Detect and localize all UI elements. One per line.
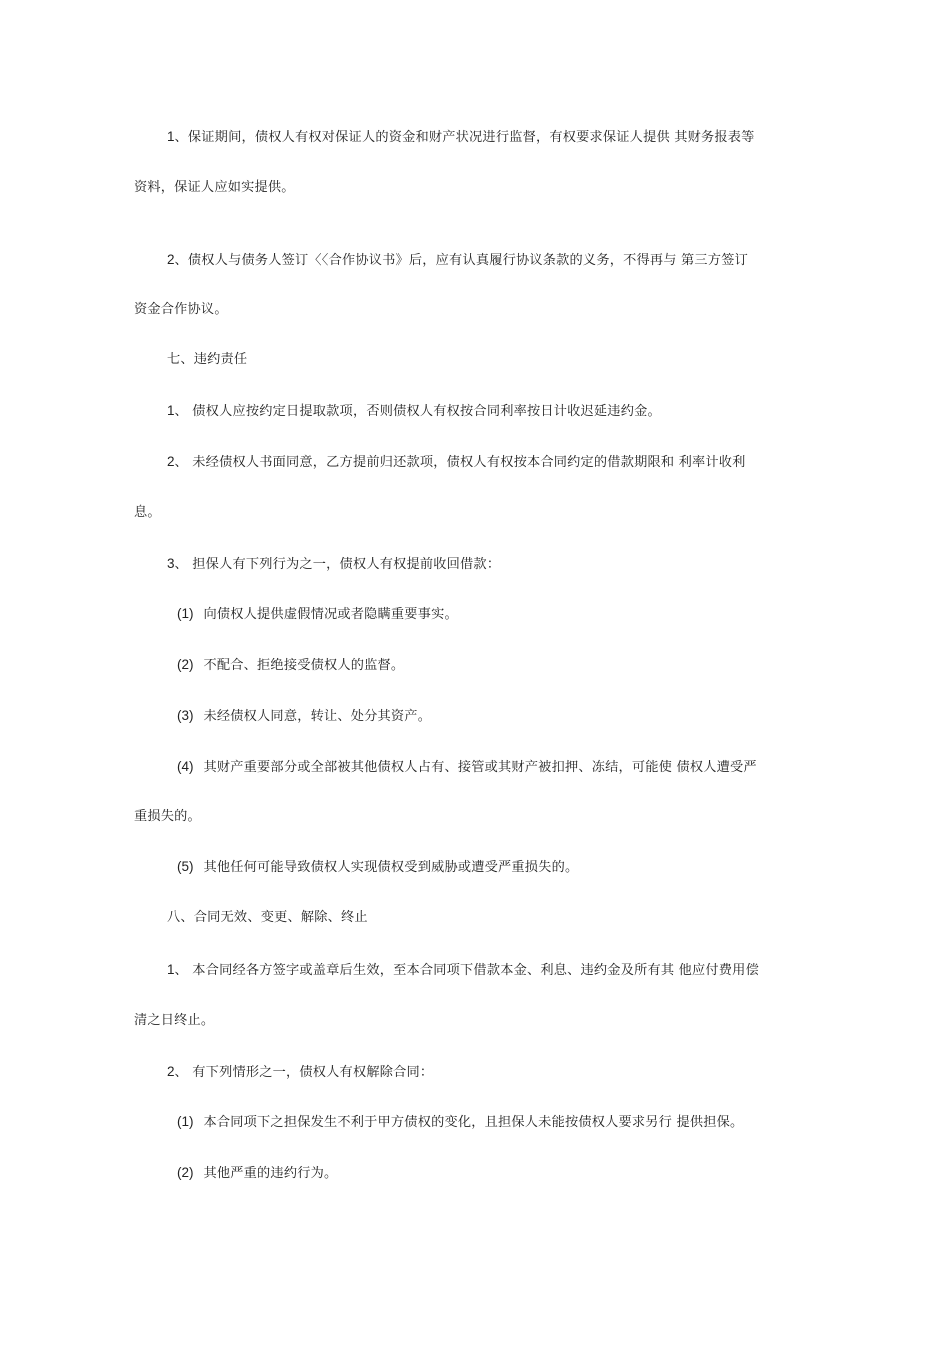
section-7-item-1	[167, 402, 661, 421]
section-7-sub-1	[177, 605, 458, 624]
section-7-sub-2-number: (2)	[177, 657, 194, 672]
section-8-sub-2-number: (2)	[177, 1165, 194, 1180]
section-7-sub-4-line-2: 重损失的。	[134, 809, 201, 824]
section-7-sub-3	[177, 707, 431, 726]
section-7-sub-3-number: (3)	[177, 708, 194, 723]
section-8-sub-1-text: 本合同项下之担保发生不利于甲方债权的变化，且担保人未能按债权人要求另行 提供担保。	[203, 1115, 744, 1130]
section-7-sub-4-line-1	[177, 758, 757, 777]
section-7-item-1-text: 、 债权人应按约定日提取款项，否则债权人有权按合同利率按日计收迟延违约金。	[174, 404, 661, 419]
section-7-sub-1-text: 向债权人提供虚假情况或者隐瞒重要事实。	[203, 607, 458, 622]
section-7-sub-2-text: 不配合、拒绝接受债权人的监督。	[203, 658, 405, 673]
section-8-heading: 八、合同无效、变更、解除、终止	[167, 910, 368, 925]
section-8-item-2-text: 、 有下列情形之一，债权人有权解除合同：	[174, 1065, 434, 1080]
section-7-item-3-number: 3	[167, 556, 175, 571]
section-8-item-1-line-2: 清之日终止。	[134, 1013, 215, 1028]
paragraph-2-line-2: 资金合作协议。	[134, 302, 228, 317]
paragraph-1-number: 1	[167, 129, 175, 144]
paragraph-1-text: 、保证期间，债权人有权对保证人的资金和财产状况进行监督，有权要求保证人提供 其财务报表等	[174, 130, 755, 145]
section-8-item-1-line-1	[167, 961, 759, 980]
section-7-item-3-text: 、 担保人有下列行为之一，债权人有权提前收回借款：	[174, 557, 501, 572]
section-7-sub-5-number: (5)	[177, 859, 194, 874]
section-7-item-2-line-1	[167, 453, 746, 472]
section-8-sub-1	[177, 1113, 743, 1132]
paragraph-1-line-2: 资料，保证人应如实提供。	[134, 180, 295, 195]
paragraph-2-text: 、债权人与债务人签订〈〈合作协议书》后，应有认真履行协议条款的义务，不得再与 第三方签订	[174, 253, 748, 268]
section-8-item-2	[167, 1063, 433, 1082]
section-7-item-2-number: 2	[167, 454, 175, 469]
section-7-item-2-text: 、 未经债权人书面同意，乙方提前归还款项，债权人有权按本合同约定的借款期限和 利率计收利	[174, 455, 746, 470]
section-8-sub-2-text: 其他严重的违约行为。	[203, 1166, 338, 1181]
section-7-item-3	[167, 555, 500, 574]
section-7-sub-4-text: 其财产重要部分或全部被其他债权人占有、接管或其财产被扣押、冻结，可能使 债权人遭受严	[203, 760, 757, 775]
section-7-sub-4-number: (4)	[177, 759, 194, 774]
paragraph-1-line-1	[167, 128, 755, 147]
section-7-item-1-number: 1	[167, 403, 175, 418]
section-7-sub-1-number: (1)	[177, 606, 194, 621]
paragraph-2-number: 2	[167, 252, 175, 267]
section-8-sub-2	[177, 1164, 337, 1183]
section-7-sub-5-text: 其他任何可能导致债权人实现债权受到威胁或遭受严重损失的。	[203, 860, 579, 875]
section-7-sub-5	[177, 858, 578, 877]
section-7-item-2-line-2: 息。	[134, 505, 161, 520]
section-8-item-1-number: 1	[167, 962, 175, 977]
section-7-heading: 七、违约责任	[167, 352, 248, 367]
section-8-item-2-number: 2	[167, 1064, 175, 1079]
section-8-sub-1-number: (1)	[177, 1114, 194, 1129]
paragraph-2-line-1	[167, 251, 748, 270]
section-7-sub-3-text: 未经债权人同意，转让、处分其资产。	[203, 709, 432, 724]
section-7-sub-2	[177, 656, 404, 675]
section-8-item-1-text: 、 本合同经各方签字或盖章后生效，至本合同项下借款本金、利息、违约金及所有其 他应付费用偿	[174, 963, 759, 978]
